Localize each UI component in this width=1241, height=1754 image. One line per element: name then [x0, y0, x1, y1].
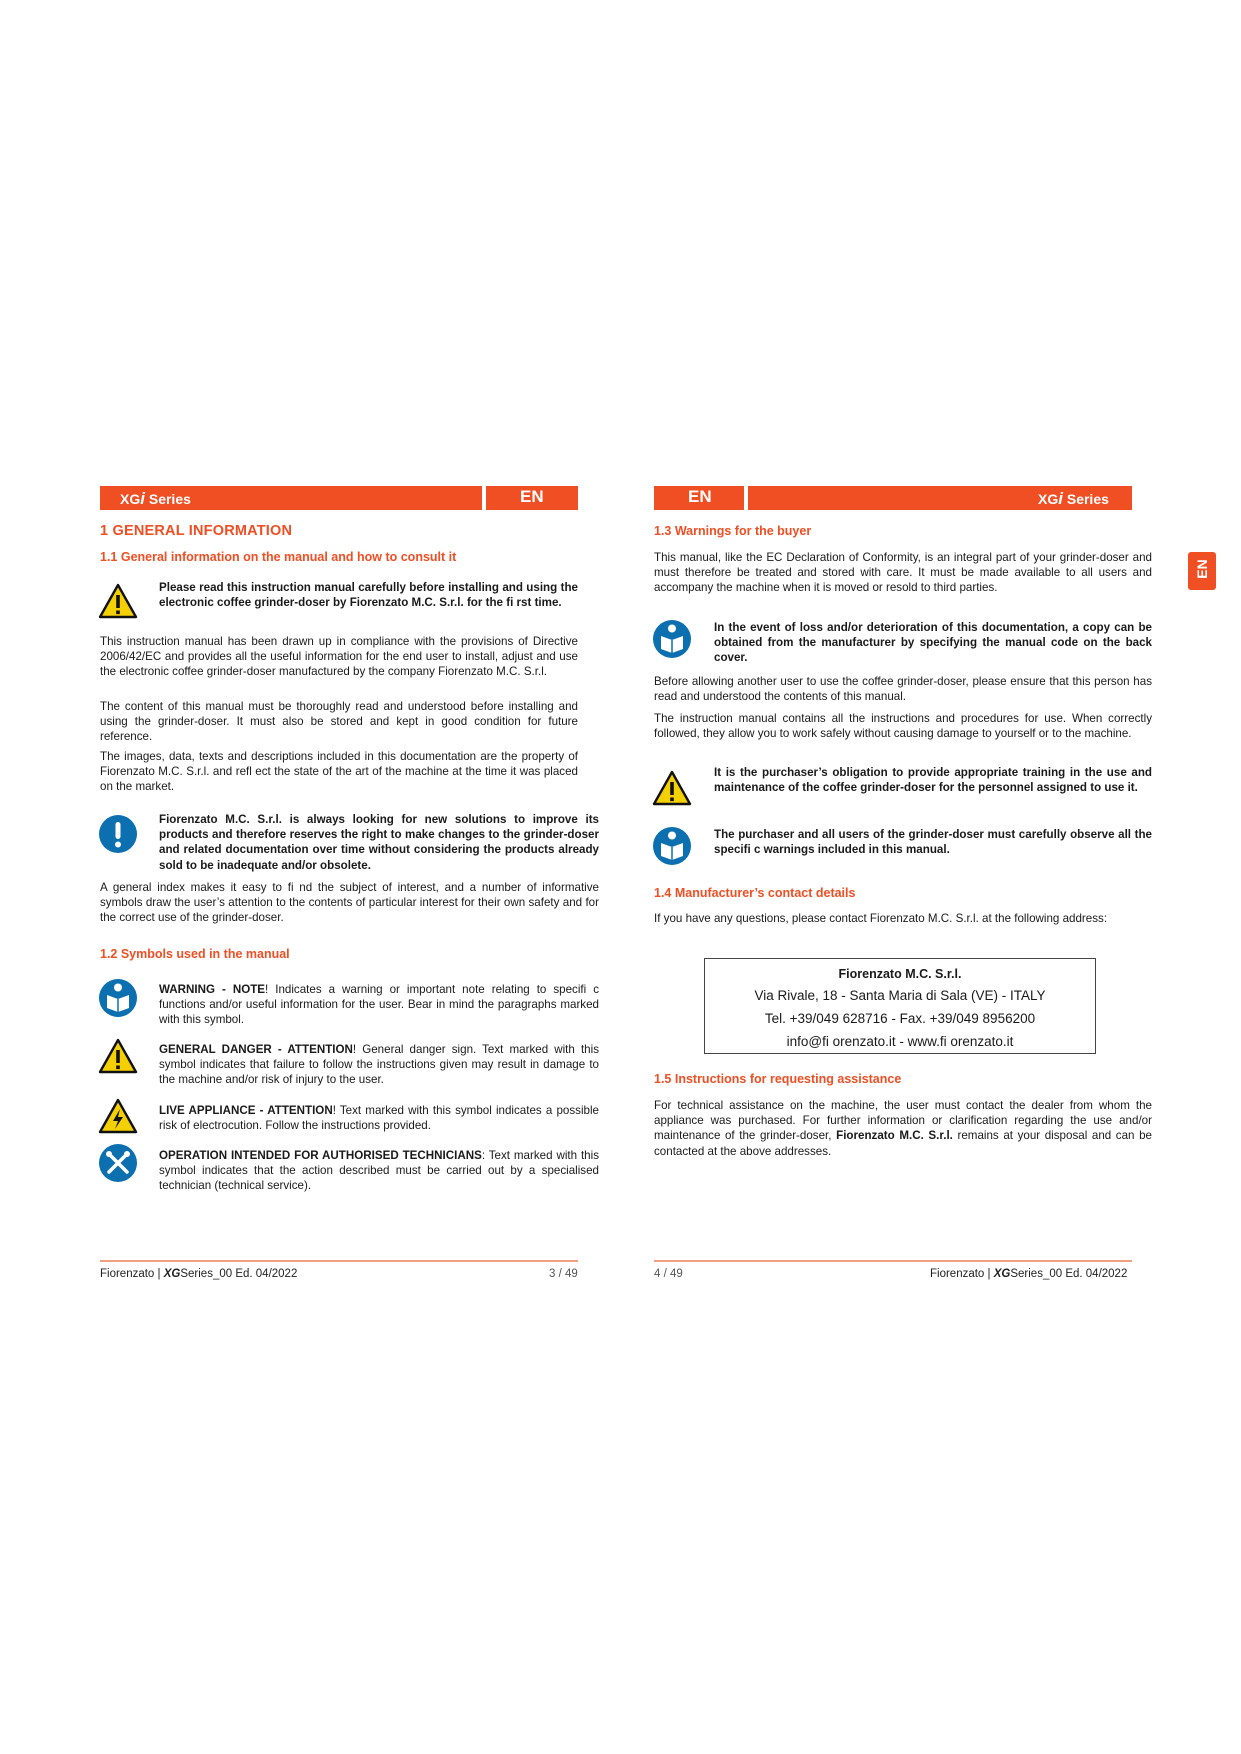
paragraph-general-index: A general index makes it easy to fi nd the subject of interest, and a number of informative symbols draw the user’s attention to the contents of particular interest for their own safety and for the correct use of the grinder-doser. [100, 881, 599, 925]
electric-shock-icon [98, 1098, 138, 1134]
paragraph-content-read: The content of this manual must be thoroughly read and understood before installing and using the grinder-doser. It must also be stored and kept in good condition for future reference. [100, 700, 578, 744]
header-bar-series [748, 486, 1132, 510]
contact-phone: Tel. +39/049 628716 - Fax. +39/049 8956200 [764, 1011, 1036, 1026]
series-brand: XG [120, 491, 141, 507]
contact-box [704, 958, 1096, 1054]
paragraph-assistance [654, 1098, 1152, 1159]
symbol-live-appliance-text: ! Text marked with this symbol indicates a possible risk of electrocution. Follow the instructions provided. [159, 1104, 599, 1133]
paragraph-assistance-company: Fiorenzato M.C. S.r.l. [836, 1129, 953, 1143]
note-observe-warnings: The purchaser and all users of the grinder-doser must carefully observe all the specifi c warnings included in this manual. [714, 828, 1152, 857]
symbol-warning-note-text: ! Indicates a warning or important note relating to specifi c functions and/or useful information for the user. Bear in mind the paragraphs marked with this symbol. [159, 983, 599, 1027]
symbol-authorised-technicians-label: OPERATION INTENDED FOR AUTHORISED TECHNICIANS [159, 1149, 482, 1162]
contact-web[interactable]: info@fi orenzato.it - www.fi orenzato.it [786, 1034, 1014, 1049]
note-loss-documentation: In the event of loss and/or deterioration of this documentation, a copy can be obtained from the manufacturer by specifying the manual code on the back cover. [714, 621, 1152, 665]
series-i: i [140, 489, 145, 508]
language-side-tab[interactable] [1188, 552, 1216, 590]
symbol-warning-note-label: WARNING - NOTE [159, 983, 266, 996]
symbol-general-danger-text: ! General danger sign. Text marked with this symbol indicates that failure to follow the instructions given may result in damage to the machine and/or risk of injury to the user. [159, 1043, 599, 1087]
header-bar-series [100, 486, 482, 510]
note-new-solutions: Fiorenzato M.C. S.r.l. is always looking for new solutions to improve its products and therefore reserves the right to make changes to the grinder-doser and related documentation over time without considering the products already sold to be inadequate and/or obsolete. [159, 813, 599, 872]
symbol-general-danger-label: GENERAL DANGER - ATTENTION [159, 1043, 353, 1056]
header-lang-label: EN [688, 487, 712, 506]
footer-xg: XG [993, 1268, 1011, 1280]
page-number: 3 / 49 [549, 1268, 578, 1280]
symbol-live-appliance [159, 1103, 599, 1133]
header-lang-label: EN [520, 487, 544, 506]
contact-address: Via Rivale, 18 - Santa Maria di Sala (VE) - ITALY [754, 988, 1046, 1003]
paragraph-contact-intro: If you have any questions, please contact Fiorenzato M.C. S.r.l. at the following address: [654, 912, 1108, 925]
right-page [620, 0, 1241, 1754]
footer-brand: Fiorenzato | [930, 1268, 994, 1280]
note-purchaser-training: It is the purchaser’s obligation to provide appropriate training in the use and maintenance of the coffee grinder-doser for the personnel assigned to use it. [714, 766, 1152, 795]
footer-edition: Series_00 Ed. 04/2022 [1010, 1268, 1128, 1280]
warning-triangle-icon [98, 583, 138, 619]
section-title-1-1: 1.1 General information on the manual and how to consult it [100, 550, 457, 564]
exclamation-circle-icon [98, 814, 138, 854]
series-i: i [1058, 489, 1063, 508]
section-title-1-2: 1.2 Symbols used in the manual [100, 947, 290, 961]
general-danger-icon [98, 1038, 138, 1074]
section-title-1-3: 1.3 Warnings for the buyer [654, 524, 812, 538]
footer-document-code [930, 1268, 1127, 1280]
symbol-warning-note [159, 982, 599, 1028]
header-bar-lang [654, 486, 744, 510]
footer-brand: Fiorenzato | [100, 1268, 164, 1280]
paragraph-another-user: Before allowing another user to use the coffee grinder-doser, please ensure that this person has read and understood the contents of this manual. [654, 675, 1152, 704]
footer-xg: XG [163, 1268, 181, 1280]
paragraph-directive: This instruction manual has been drawn up in compliance with the provisions of Directive 2006/42/EC and provides all the useful information for the end user to install, adjust and use the electronic coffee grinder-doser manufactured by the company Fiorenzato M.C. S.r.l. [100, 635, 578, 679]
read-manual-icon [98, 978, 138, 1018]
header-series-label [120, 489, 191, 509]
series-suffix: Series [144, 491, 191, 507]
paragraph-assistance-part-1: For technical assistance on the machine, the user must contact the dealer from whom the appliance was purchased. For further information or clarification regarding the use and/or maintenance of the grinder-doser, [654, 1099, 1152, 1143]
series-suffix: Series [1062, 491, 1109, 507]
paragraph-assistance-part-2: remains at your disposal and can be contacted at the above addresses. [654, 1129, 1152, 1158]
read-manual-icon [652, 826, 692, 866]
read-manual-icon [652, 619, 692, 659]
technician-tools-icon [98, 1143, 138, 1183]
symbol-authorised-technicians [159, 1148, 599, 1194]
footer-divider [100, 1260, 578, 1262]
contact-company: Fiorenzato M.C. S.r.l. [838, 967, 962, 981]
header-bar-lang [486, 486, 578, 510]
footer-document-code [100, 1268, 297, 1280]
section-title-1-5: 1.5 Instructions for requesting assistance [654, 1072, 902, 1086]
section-title-1: 1 GENERAL INFORMATION [100, 523, 293, 539]
paragraph-integral-part: This manual, like the EC Declaration of Conformity, is an integral part of your grinder-doser and must therefore be treated and stored with care. It must be made available to all users and accompany the machine when it is moved or resold to third parties. [654, 551, 1152, 595]
series-brand: XG [1038, 491, 1059, 507]
symbol-general-danger [159, 1042, 599, 1088]
header-series-label [1038, 489, 1109, 509]
language-side-tab-label: EN [1194, 559, 1210, 579]
footer-edition: Series_00 Ed. 04/2022 [180, 1268, 298, 1280]
paragraph-instructions: The instruction manual contains all the instructions and procedures for use. When correctly followed, they allow you to work safely without causing damage to yourself or to the machine. [654, 712, 1152, 741]
note-read-manual: Please read this instruction manual carefully before installing and using the electronic coffee grinder-doser by Fiorenzato M.C. S.r.l. for the fi rst time. [159, 581, 578, 610]
footer-divider [654, 1260, 1132, 1262]
left-page [0, 0, 620, 1754]
paragraph-images-property: The images, data, texts and descriptions included in this documentation are the property of Fiorenzato M.C. S.r.l. and refl ect the state of the art of the machine at the time it was placed on the market. [100, 750, 578, 794]
page-number: 4 / 49 [654, 1268, 683, 1280]
symbol-live-appliance-label: LIVE APPLIANCE - ATTENTION [159, 1104, 333, 1117]
section-title-1-4: 1.4 Manufacturer’s contact details [654, 886, 856, 900]
warning-triangle-icon [652, 770, 692, 806]
symbol-authorised-technicians-text: : Text marked with this symbol indicates that the action described must be carried out by a specialised technician (technical service). [159, 1149, 599, 1193]
